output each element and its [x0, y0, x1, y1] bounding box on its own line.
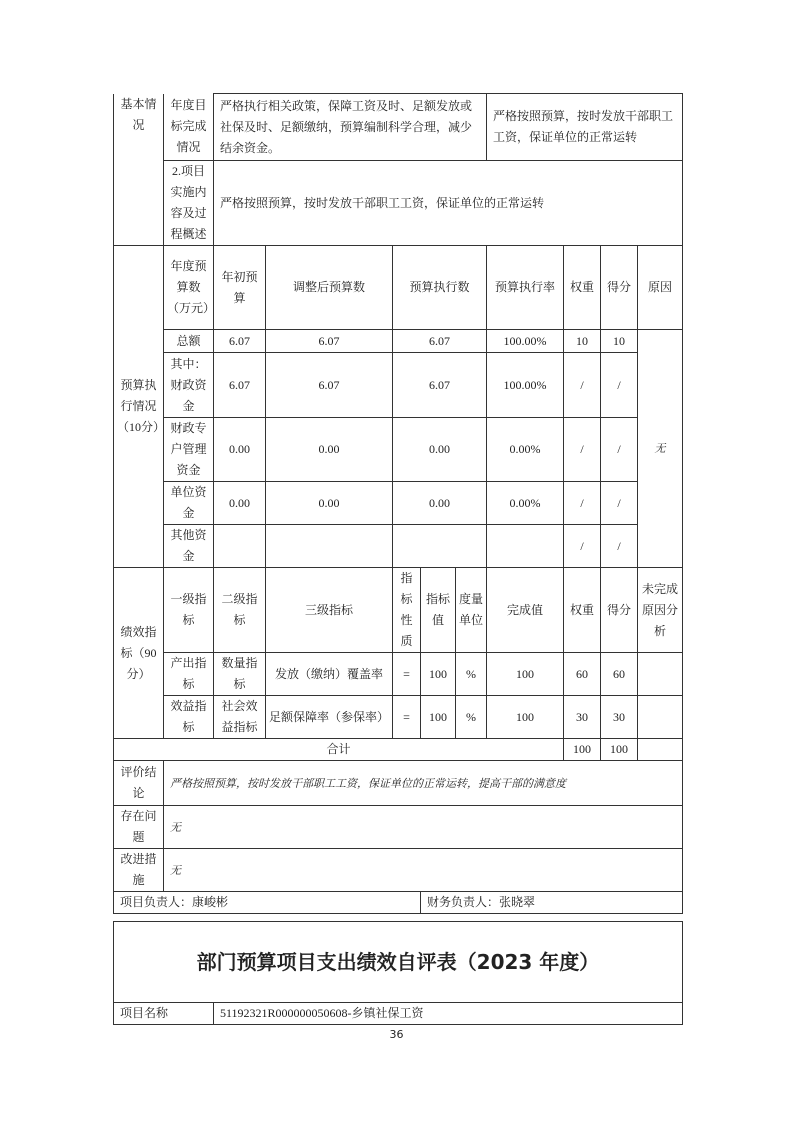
budget-header: 年度预算数（万元）: [164, 246, 214, 330]
cell: 6.07: [214, 330, 266, 353]
cell: [393, 525, 487, 568]
cell: 财政专户管理资金: [164, 418, 214, 482]
cell: 6.07: [266, 330, 393, 353]
cell: 其中：财政资金: [164, 353, 214, 418]
form-title: 部门预算项目支出绩效自评表（2023 年度）: [114, 922, 683, 1003]
cell: [487, 525, 564, 568]
cell: [638, 653, 683, 696]
cell: 0.00%: [487, 482, 564, 525]
total-weight: 100: [564, 739, 601, 761]
cell: 60: [601, 653, 638, 696]
cell: 产出指标: [164, 653, 214, 696]
finance-lead: 财务负责人：张晓翠: [421, 892, 683, 914]
cell: 0.00: [214, 482, 266, 525]
cell: 30: [601, 696, 638, 739]
total-empty: [638, 739, 683, 761]
cell: /: [564, 525, 601, 568]
cell: /: [601, 353, 638, 418]
cell: 0.00: [393, 418, 487, 482]
cell: %: [456, 653, 487, 696]
perf-header: 二级指标: [214, 568, 266, 653]
cell: %: [456, 696, 487, 739]
goal-actual: 严格按照预算，按时发放干部职工工资，保证单位的正常运转: [487, 94, 683, 161]
basic-label: 基本情况: [114, 94, 164, 246]
goal-label: 年度目标完成情况: [164, 94, 214, 161]
cell: [638, 696, 683, 739]
cell: 0.00: [266, 418, 393, 482]
cell: [266, 525, 393, 568]
cell: /: [564, 353, 601, 418]
cell: 数量指标: [214, 653, 266, 696]
evaluation-label: 评价结论: [114, 761, 164, 806]
cell: 100: [421, 653, 456, 696]
budget-header: 得分: [601, 246, 638, 330]
budget-reason: 无: [638, 330, 683, 568]
cell: 0.00: [266, 482, 393, 525]
cell: 60: [564, 653, 601, 696]
next-form-table: [113, 921, 683, 1025]
cell: 6.07: [266, 353, 393, 418]
page-number: 36: [389, 1028, 404, 1041]
cell: 足额保障率（参保率）: [266, 696, 393, 739]
impl-label: 2.项目实施内容及过程概述: [164, 161, 214, 246]
cell: /: [601, 482, 638, 525]
budget-header: 原因: [638, 246, 683, 330]
cell: =: [393, 653, 421, 696]
cell: 总额: [164, 330, 214, 353]
improvements-text: 无: [164, 849, 683, 892]
cell: 100: [421, 696, 456, 739]
budget-row: [114, 418, 683, 482]
impl-text: 严格按照预算，按时发放干部职工工资，保证单位的正常运转: [214, 161, 683, 246]
cell: 发放（缴纳）覆盖率: [266, 653, 393, 696]
perf-header: 得分: [601, 568, 638, 653]
project-name-label: 项目名称: [114, 1003, 214, 1025]
cell: 单位资金: [164, 482, 214, 525]
perf-row: [114, 653, 683, 696]
budget-header: 调整后预算数: [266, 246, 393, 330]
cell: /: [564, 482, 601, 525]
problems-text: 无: [164, 806, 683, 849]
cell: 0.00%: [487, 418, 564, 482]
cell: 社会效益指标: [214, 696, 266, 739]
cell: 0.00: [214, 418, 266, 482]
perf-header: 度量单位: [456, 568, 487, 653]
perf-header: 指标性质: [393, 568, 421, 653]
cell: 100.00%: [487, 353, 564, 418]
perf-header: 完成值: [487, 568, 564, 653]
cell: 6.07: [214, 353, 266, 418]
performance-evaluation-table: [113, 93, 683, 914]
budget-label: 预算执行情况（10分）: [114, 246, 164, 568]
cell: 100: [487, 696, 564, 739]
cell: /: [601, 418, 638, 482]
budget-row: [114, 330, 683, 353]
cell: /: [601, 525, 638, 568]
total-label: 合计: [114, 739, 564, 761]
budget-row: [114, 525, 683, 568]
cell: 100.00%: [487, 330, 564, 353]
budget-header: 年初预算: [214, 246, 266, 330]
perf-header: 未完成原因分析: [638, 568, 683, 653]
budget-header: 预算执行数: [393, 246, 487, 330]
cell: 0.00: [393, 482, 487, 525]
evaluation-text: 严格按照预算，按时发放干部职工工资，保证单位的正常运转，提高干部的满意度: [164, 761, 683, 806]
cell: 效益指标: [164, 696, 214, 739]
cell: 10: [601, 330, 638, 353]
perf-header: 权重: [564, 568, 601, 653]
project-lead: 项目负责人：康峻彬: [114, 892, 421, 914]
budget-header: 预算执行率: [487, 246, 564, 330]
improvements-label: 改进措施: [114, 849, 164, 892]
cell: /: [564, 418, 601, 482]
problems-label: 存在问题: [114, 806, 164, 849]
total-score: 100: [601, 739, 638, 761]
budget-header: 权重: [564, 246, 601, 330]
cell: 6.07: [393, 353, 487, 418]
cell: 其他资金: [164, 525, 214, 568]
cell: =: [393, 696, 421, 739]
project-name-value: 51192321R000000050608-乡镇社保工资: [214, 1003, 683, 1025]
perf-label: 绩效指标（90分）: [114, 568, 164, 739]
cell: 30: [564, 696, 601, 739]
budget-row: [114, 353, 683, 418]
goal-plan: 严格执行相关政策，保障工资及时、足额发放或社保及时、足额缴纳，预算编制科学合理，减少结余资金。: [214, 94, 487, 161]
budget-row: [114, 482, 683, 525]
cell: 6.07: [393, 330, 487, 353]
perf-header: 三级指标: [266, 568, 393, 653]
perf-header: 指标值: [421, 568, 456, 653]
perf-row: [114, 696, 683, 739]
cell: 10: [564, 330, 601, 353]
cell: [214, 525, 266, 568]
perf-header: 一级指标: [164, 568, 214, 653]
cell: 100: [487, 653, 564, 696]
